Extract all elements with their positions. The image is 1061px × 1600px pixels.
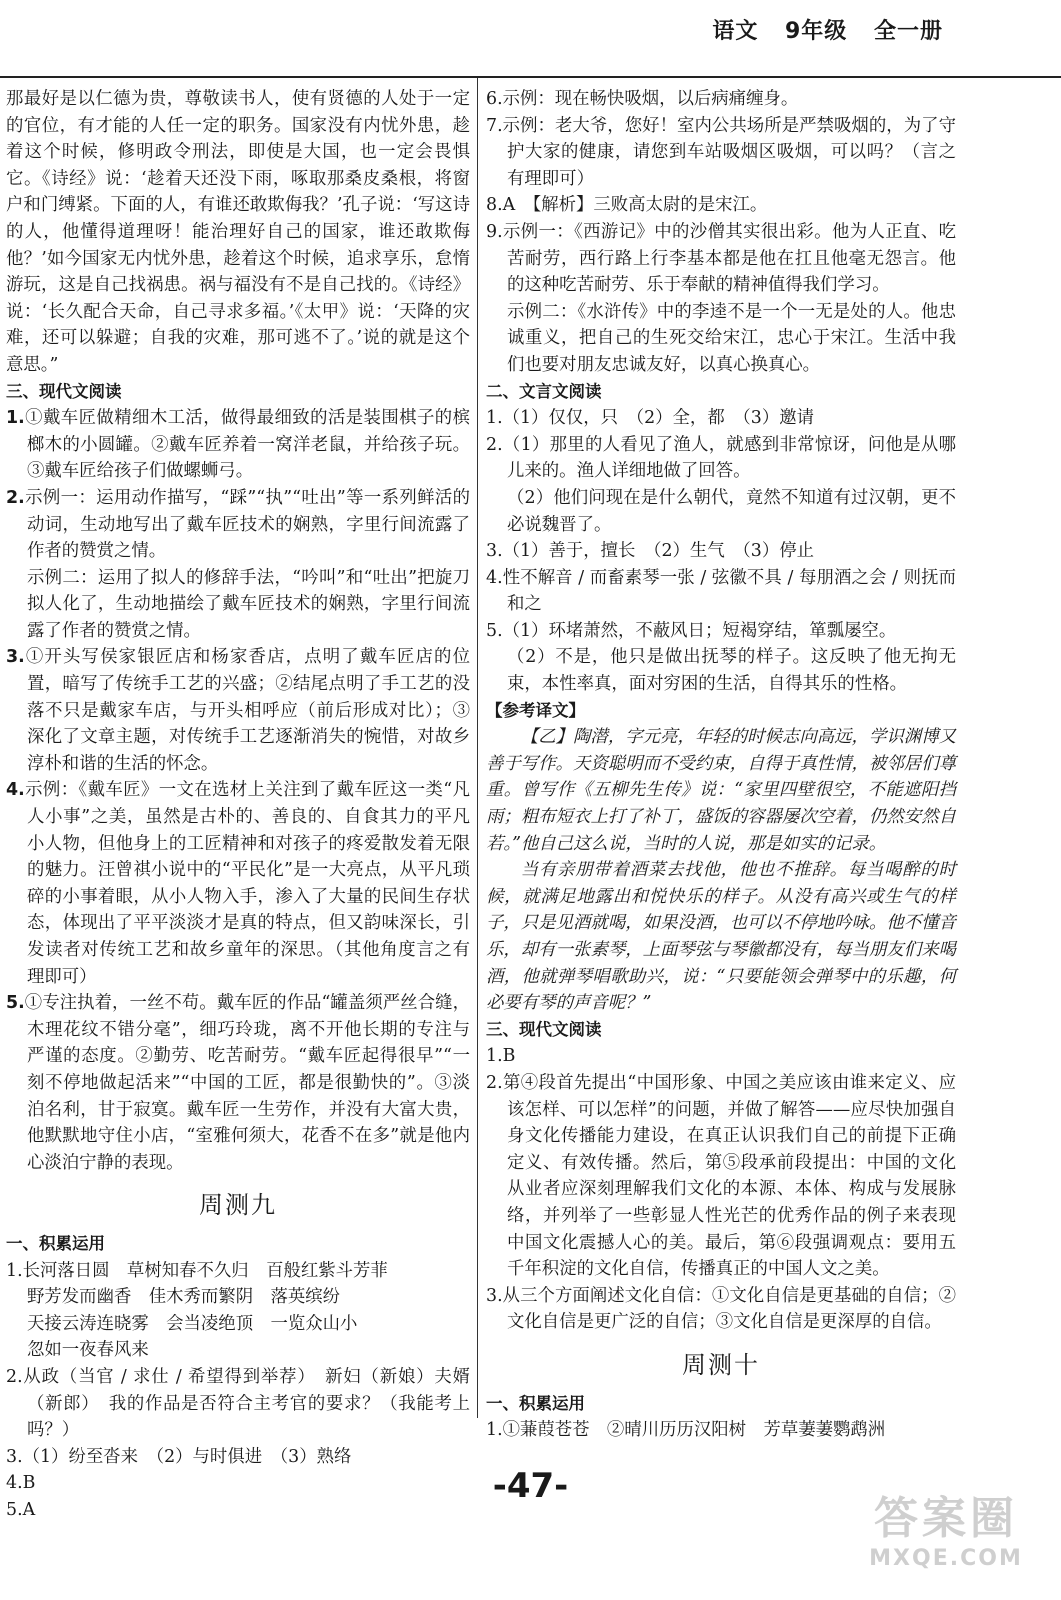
section-modern-reading-2: 三、现代文阅读 — [486, 1019, 602, 1039]
header-rule — [0, 76, 1061, 78]
answer-q2-example1: 2.示例一：运用动作描写，“踩”“执”“吐出”等一系列鲜活的动词，生动地写出了戴车匠技术的娴熟，字里行间流露了作者的赞赏之情。 — [6, 487, 470, 562]
week10-section1: 一、积累运用 — [486, 1393, 585, 1413]
answer-q2-example2: 示例二：运用了拟人的修辞手法，“吟叫”和“吐出”把旋刀拟人化了，生动地描绘了戴车匠技术的娴熟，字里行间流露了作者的赞赏之情。 — [27, 567, 470, 641]
section-modern-reading: 三、现代文阅读 — [6, 381, 122, 401]
modern-q1: 1.B — [486, 1046, 516, 1067]
week9-q1-line3: 天接云涛连晓雾 会当凌绝顶 一览众山小 — [27, 1313, 358, 1334]
right-column — [486, 86, 956, 1444]
classical-q2-part1: 2.（1）那里的人看见了渔人，就感到非常惊讶，问他是从哪儿来的。渔人详细地做了回答。 — [486, 434, 956, 482]
week9-q1-line4: 忽如一夜春风来 — [27, 1340, 149, 1361]
classical-q2-part2: （2）他们问现在是什么朝代，竟然不知道有过汉朝，更不必说魏晋了。 — [507, 487, 956, 535]
answer-q5: 5.①专注执着，一丝不苟。戴车匠的作品“罐盖须严丝合缝，木理花纹不错分毫”，细巧玲珑，离不开他长期的专注与严谨的态度。②勤劳、吃苦耐劳。“戴车匠起得很早”“一刻不停地做起活来”“中国的工匠，都是很勤快的”。③淡泊名利，甘于寂寞。戴车匠一生劳作，并没有大富大贵，他默默地守住小店，“室雅何须大，花香不在多”就是他内心淡泊宁静的表现。 — [6, 993, 470, 1173]
reference-translation-p1: 【乙】陶潜，字元亮，年轻的时候志向高远，学识渊博又善于写作。天资聪明而不受约束，自得于真性情，被邻居们尊重。曾写作《五柳先生传》说：“家里四壁很空，不能遮阳挡雨；粗布短衣上打了补丁，盛饭的容器屡次空着，仍然安然自若。”他自己这么说，当时的人说，那是如实的记录。 — [486, 727, 956, 854]
left-column — [6, 86, 470, 1523]
classical-q1: 1.（1）仅仅，只 （2）全，都 （3）邀请 — [486, 408, 815, 429]
header-volume: 全一册 — [873, 19, 943, 44]
watermark-logo — [851, 1482, 1041, 1572]
modern-q3: 3.从三个方面阐述文化自信：①文化自信是更基础的自信；②文化自信是更广泛的自信；③文化自信是更深厚的自信。 — [486, 1285, 956, 1333]
watermark-url: MXQE.COM — [869, 1546, 1023, 1571]
week9-q5: 5.A — [6, 1499, 36, 1520]
week9-q1-line2: 野芳发而幽香 佳木秀而繁阴 落英缤纷 — [27, 1287, 341, 1308]
classical-q3: 3.（1）善于，擅长 （2）生气 （3）停止 — [486, 541, 815, 562]
reference-translation-title: 【参考译文】 — [486, 700, 585, 720]
header-grade: 9年级 — [785, 19, 848, 44]
answer-q6: 6.示例：现在畅快吸烟，以后病痛缠身。 — [486, 89, 799, 109]
reference-translation-p2: 当有亲朋带着酒菜去找他，他也不推辞。每当喝醉的时候，就满足地露出和悦快乐的样子。从没有高兴或生气的样子，只是见酒就喝，如果没酒，也可以不停地吟咏。他不懂音乐，却有一张素琴，上面琴弦与琴徽都没有，每当朋友们来喝酒，他就弹琴唱歌助兴，说：“只要能领会弹琴中的乐趣，何必要有琴的声音呢？” — [486, 860, 956, 1014]
answer-q7: 7.示例：老大爷，您好！室内公共场所是严禁吸烟的，为了守护大家的健康，请您到车站吸烟区吸烟，可以吗？（言之有理即可） — [486, 115, 956, 189]
week10-q1: 1.①蒹葭苍苍 ②晴川历历汉阳树 芳草萋萋鹦鹉洲 — [486, 1420, 886, 1441]
week9-section1: 一、积累运用 — [6, 1233, 105, 1253]
page-header — [694, 14, 943, 45]
week9-q4: 4.B — [6, 1473, 36, 1494]
watermark-text: 答案圈 — [874, 1493, 1018, 1544]
column-divider — [477, 78, 478, 1418]
answer-q8: 8.A 【解析】三败高太尉的是宋江。 — [486, 195, 768, 216]
intro-paragraph: 那最好是以仁德为贵，尊敬读书人，使有贤德的人处于一定的官位，有才能的人任一定的职务。国家没有内忧外患，趁着这个时候，修明政令刑法，即使是大国，也一定会畏惧它。《诗经》说：‘趁着天还没下雨，啄取那桑皮桑根，将窗户和门缚紧。下面的人，有谁还敢欺侮我？’孔子说：‘写这诗的人，他懂得道理呀！能治理好自己的国家，谁还敢欺侮他？’如今国家无内忧外患，趁着这个时候，追求享乐，怠惰游玩，这是自己找祸患。祸与福没有不是自己找的。《诗经》说：‘长久配合天命，自己寻求多福。’《太甲》说：‘天降的灾难，还可以躲避；自我的灾难，那可逃不了。’说的就是这个意思。” — [6, 89, 470, 375]
answer-q1: 1.①戴车匠做精细木工活，做得最细致的活是装围棋子的槟榔木的小圆罐。②戴车匠养着一窝洋老鼠，并给孩子玩。③戴车匠给孩子们做螺蛳弓。 — [6, 408, 470, 482]
classical-q5-part2: （2）不是，他只是做出抚琴的样子。这反映了他无拘无束，本性率真，面对穷困的生活，自得其乐的性格。 — [507, 647, 956, 695]
classical-q4: 4.性不解音 / 而畜素琴一张 / 弦徽不具 / 每朋酒之会 / 则抚而和之 — [486, 567, 956, 615]
answer-q9-example1: 9.示例一：《西游记》中的沙僧其实很出彩。他为人正直、吃苦耐劳，西行路上行李基本都是他在扛且他毫无怨言。他的这种吃苦耐劳、乐于奉献的精神值得我们学习。 — [486, 221, 956, 296]
section-classical-reading: 二、文言文阅读 — [486, 381, 602, 401]
classical-q5-part1: 5.（1）环堵萧然，不蔽风日；短褐穿结，箪瓢屡空。 — [486, 620, 897, 641]
answer-q4: 4.示例：《戴车匠》一文在选材上关注到了戴车匠这一类“凡人小事”之美，虽然是古朴的、善良的、自食其力的平凡小人物，但他身上的工匠精神和对孩子的疼爱散发着无限的魅力。汪曾祺小说中的“平民化”是一大亮点，从平凡琐碎的小事着眼，从小人物入手，渗入了大量的民间生存状态，体现出了平平淡淡才是真的特点，但又韵味深长，引发读者对传统工艺和故乡童年的深思。（其他角度言之有理即可） — [6, 780, 470, 987]
week9-q3: 3.（1）纷至沓来 （2）与时俱进 （3）熟络 — [6, 1446, 352, 1467]
answer-q9-example2: 示例二：《水浒传》中的李逵不是一个一无是处的人。他忠诚重义，把自己的生死交给宋江，忠心于宋江。生活中我们也要对朋友忠诚友好，以真心换真心。 — [507, 301, 956, 375]
week9-q2: 2.从政（当官 / 求仕 / 希望得到举荐） 新妇（新娘）夫婿（新郎） 我的作品是否符合主考官的要求？（我能考上吗？） — [6, 1366, 470, 1441]
week9-q1-line1: 1.长河落日圆 草树知春不久归 百般红紫斗芳菲 — [6, 1260, 388, 1281]
page-number: -47- — [492, 1466, 569, 1506]
week9-title: 周测九 — [199, 1191, 277, 1220]
header-subject: 语文 — [712, 19, 759, 44]
week10-title: 周测十 — [682, 1350, 760, 1379]
answer-q3: 3.①开头写侯家银匠店和杨家香店，点明了戴车匠店的位置，暗写了传统手工艺的兴盛；②结尾点明了手工艺的没落不只是戴家车店，与开头相呼应（前后形成对比）；③深化了文章主题，对传统手工艺逐渐消失的惋惜，对故乡淳朴和谐的生活的怀念。 — [6, 647, 470, 774]
modern-q2: 2.第④段首先提出“中国形象、中国之美应该由谁来定义、应该怎样、可以怎样”的问题，并做了解答——应尽快加强自身文化传播能力建设，在真正认识我们自己的前提下正确定义、有效传播。然后，第⑤段承前段提出：中国的文化从业者应深刻理解我们文化的本源、本体、构成与发展脉络，并列举了一些彰显人性光芒的优秀作品的例子来表现中国文化震撼人心的美。最后，第⑥段强调观点：要用五千年积淀的文化自信，传播真正的中国人文之美。 — [486, 1072, 956, 1280]
